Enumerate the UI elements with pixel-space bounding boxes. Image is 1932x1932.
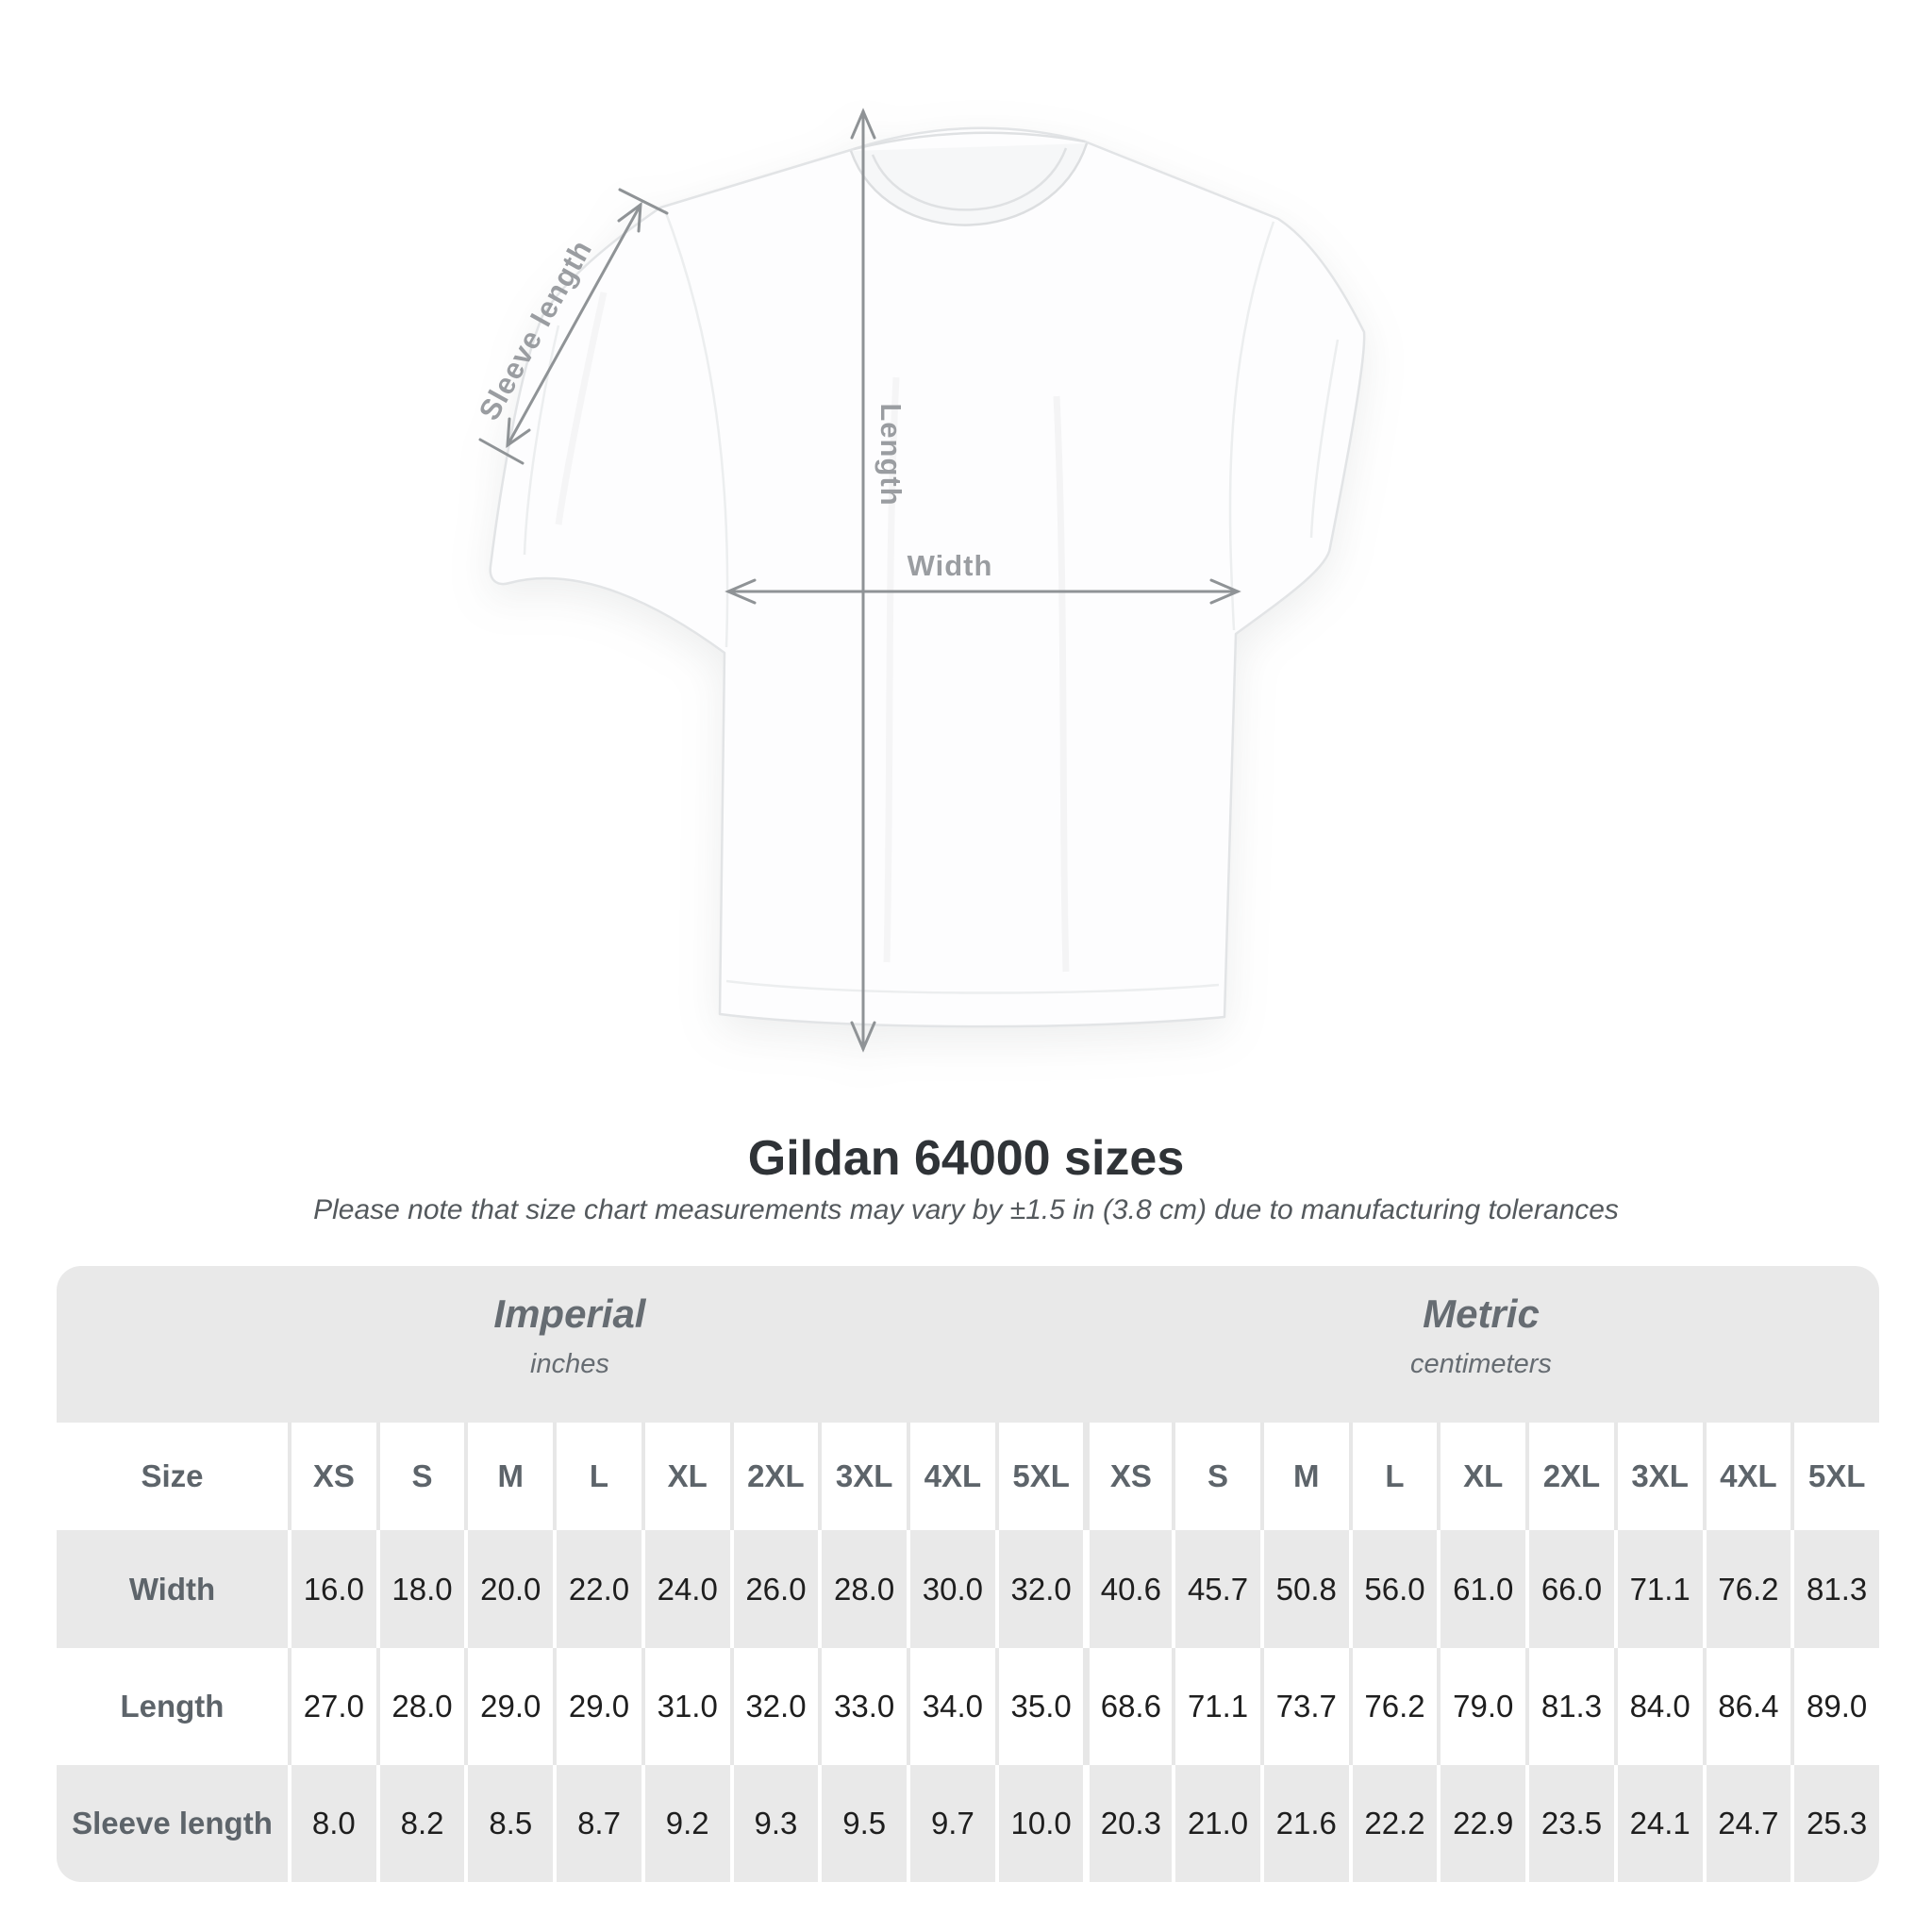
value-cell: 8.2 (376, 1765, 465, 1882)
size-col-imperial-3xl: 3XL (818, 1423, 907, 1530)
value-cell: 45.7 (1172, 1530, 1260, 1648)
value-cell: 61.0 (1437, 1530, 1525, 1648)
metric-label: Metric (1423, 1291, 1540, 1336)
value-cell: 71.1 (1172, 1648, 1260, 1765)
value-cell: 76.2 (1349, 1648, 1438, 1765)
value-cell: 21.6 (1260, 1765, 1349, 1882)
value-cell: 9.3 (730, 1765, 819, 1882)
size-col-metric-xl: XL (1437, 1423, 1525, 1530)
size-col-imperial-4xl: 4XL (907, 1423, 995, 1530)
value-cell: 76.2 (1703, 1530, 1791, 1648)
row-label: Sleeve length (72, 1806, 273, 1840)
size-col-imperial-s: S (376, 1423, 465, 1530)
size-col-metric-xs: XS (1083, 1423, 1172, 1530)
row-header-label: Size (141, 1458, 204, 1493)
size-header-row (57, 1423, 1879, 1530)
value-cell: 24.1 (1614, 1765, 1703, 1882)
value-cell: 84.0 (1614, 1648, 1703, 1765)
width-label: Width (907, 549, 993, 582)
value-cell: 79.0 (1437, 1648, 1525, 1765)
value-cell: 32.0 (730, 1648, 819, 1765)
value-cell: 31.0 (641, 1648, 730, 1765)
value-cell: 29.0 (553, 1648, 641, 1765)
size-col-metric-4xl: 4XL (1703, 1423, 1791, 1530)
size-col-imperial-m: M (464, 1423, 553, 1530)
value-cell: 8.5 (464, 1765, 553, 1882)
value-cell: 73.7 (1260, 1648, 1349, 1765)
value-cell: 33.0 (818, 1648, 907, 1765)
value-cell: 50.8 (1260, 1530, 1349, 1648)
value-cell: 28.0 (376, 1648, 465, 1765)
value-cell: 20.0 (464, 1530, 553, 1648)
value-cell: 8.0 (288, 1765, 376, 1882)
value-cell: 35.0 (995, 1648, 1084, 1765)
value-cell: 68.6 (1083, 1648, 1172, 1765)
value-cell: 26.0 (730, 1530, 819, 1648)
size-col-imperial-5xl: 5XL (995, 1423, 1084, 1530)
value-cell: 30.0 (907, 1530, 995, 1648)
value-cell: 25.3 (1790, 1765, 1879, 1882)
size-col-metric-s: S (1172, 1423, 1260, 1530)
value-cell: 23.5 (1525, 1765, 1614, 1882)
value-cell: 24.0 (641, 1530, 730, 1648)
value-cell: 89.0 (1790, 1648, 1879, 1765)
value-cell: 22.9 (1437, 1765, 1525, 1882)
value-cell: 66.0 (1525, 1530, 1614, 1648)
unit-group-header (57, 1266, 1879, 1423)
value-cell: 10.0 (995, 1765, 1084, 1882)
size-col-metric-l: L (1349, 1423, 1438, 1530)
size-col-imperial-l: L (553, 1423, 641, 1530)
value-cell: 21.0 (1172, 1765, 1260, 1882)
size-col-metric-5xl: 5XL (1790, 1423, 1879, 1530)
value-cell: 32.0 (995, 1530, 1084, 1648)
value-cell: 8.7 (553, 1765, 641, 1882)
size-col-imperial-2xl: 2XL (730, 1423, 819, 1530)
size-table-body (57, 1423, 1879, 1882)
size-col-metric-m: M (1260, 1423, 1349, 1530)
value-cell: 81.3 (1525, 1648, 1614, 1765)
value-cell: 20.3 (1083, 1765, 1172, 1882)
row-label: Length (120, 1689, 225, 1724)
value-cell: 34.0 (907, 1648, 995, 1765)
sleeve-length-label: Sleeve length (472, 234, 599, 426)
size-table (57, 1266, 1879, 1882)
value-cell: 81.3 (1790, 1530, 1879, 1648)
value-cell: 22.0 (553, 1530, 641, 1648)
metric-group-header (1083, 1266, 1879, 1423)
value-cell: 9.7 (907, 1765, 995, 1882)
imperial-unit: inches (530, 1349, 609, 1379)
tolerance-note: Please note that size chart measurements may vary by ±1.5 in (3.8 cm) due to manufacturing tolerances (313, 1194, 1619, 1225)
value-cell: 29.0 (464, 1648, 553, 1765)
value-cell: 86.4 (1703, 1648, 1791, 1765)
table-row (57, 1765, 1879, 1882)
size-col-metric-3xl: 3XL (1614, 1423, 1703, 1530)
size-col-metric-2xl: 2XL (1525, 1423, 1614, 1530)
imperial-group-header (57, 1266, 1083, 1423)
table-row (57, 1648, 1879, 1765)
value-cell: 16.0 (288, 1530, 376, 1648)
value-cell: 71.1 (1614, 1530, 1703, 1648)
table-row (57, 1530, 1879, 1648)
value-cell: 40.6 (1083, 1530, 1172, 1648)
size-col-imperial-xl: XL (641, 1423, 730, 1530)
value-cell: 18.0 (376, 1530, 465, 1648)
imperial-label: Imperial (493, 1291, 646, 1336)
value-cell: 56.0 (1349, 1530, 1438, 1648)
value-cell: 24.7 (1703, 1765, 1791, 1882)
page-title: Gildan 64000 sizes (747, 1131, 1185, 1186)
value-cell: 9.2 (641, 1765, 730, 1882)
value-cell: 27.0 (288, 1648, 376, 1765)
length-label: Length (874, 403, 908, 507)
value-cell: 28.0 (818, 1530, 907, 1648)
size-col-imperial-xs: XS (288, 1423, 376, 1530)
row-label: Width (128, 1571, 216, 1607)
value-cell: 22.2 (1349, 1765, 1438, 1882)
metric-unit: centimeters (1410, 1349, 1552, 1379)
value-cell: 9.5 (818, 1765, 907, 1882)
